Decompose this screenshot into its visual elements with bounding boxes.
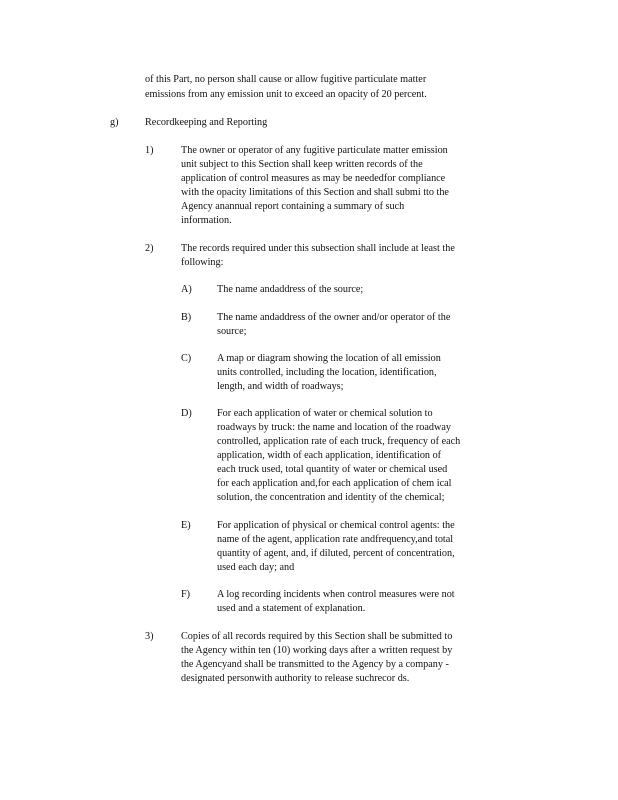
item-3-label: 3)	[145, 631, 154, 642]
item-2-line-1: The records required under this subsection shall include at least the	[181, 243, 455, 254]
section-g-label: g)	[110, 117, 119, 128]
item-1-line-3: application of control measures as may be neededfor compliance	[181, 173, 446, 184]
sub-e-line-3: quantity of agent, and, if diluted, percent of concentration,	[217, 548, 455, 559]
intro-line-1: of this Part, no person shall cause or allow fugitive particulate matter	[145, 74, 427, 85]
item-2-label: 2)	[145, 243, 154, 254]
sub-d-line-3: controlled, application rate of each truck, frequency of each	[217, 436, 461, 447]
item-1-line-5: Agency anannual report containing a summary of such	[181, 201, 405, 212]
sub-d-line-6: for each application and,for each application of chem ical	[217, 478, 452, 489]
item-3-line-1: Copies of all records required by this Section shall be submitted to	[181, 631, 453, 642]
sub-a-label: A)	[181, 284, 192, 295]
sub-f-label: F)	[181, 589, 191, 600]
item-1-line-4: with the opacity limitations of this Section and shall submi tto the	[181, 187, 449, 198]
sub-c-line-1: A map or diagram showing the location of all emission	[217, 353, 441, 364]
item-3-line-3: the Agencyand shall be transmitted to the Agency by a company -	[181, 659, 449, 670]
sub-c-label: C)	[181, 353, 192, 364]
sub-e-line-2: name of the agent, application rate andfrequency,and total	[217, 534, 454, 545]
item-3-line-4: designated personwith authority to release suchrecor ds.	[181, 673, 410, 684]
sub-c-line-3: length, and width of roadways;	[217, 381, 344, 392]
sub-d-line-2: roadways by truck: the name and location of the roadway	[217, 422, 451, 433]
sub-d-line-7: solution, the concentration and identity of the chemical;	[217, 492, 445, 503]
sub-a-line-1: The name andaddress of the source;	[217, 284, 364, 295]
sub-b-label: B)	[181, 312, 192, 323]
sub-f-line-2: used and a statement of explanation.	[217, 603, 366, 614]
item-2-line-2: following:	[181, 257, 224, 268]
sub-d-line-1: For each application of water or chemical solution to	[217, 408, 433, 419]
item-1-line-6: information.	[181, 215, 232, 226]
item-1-line-1: The owner or operator of any fugitive particulate matter emission	[181, 145, 448, 156]
sub-e-line-4: used each day; and	[217, 562, 295, 573]
section-g-title: Recordkeeping and Reporting	[145, 117, 268, 128]
sub-c-line-2: units controlled, including the location, identification,	[217, 367, 437, 378]
item-1-line-2: unit subject to this Section shall keep written records of the	[181, 159, 423, 170]
sub-f-line-1: A log recording incidents when control measures were not	[217, 589, 455, 600]
item-3-line-2: the Agency within ten (10) working days after a written request by	[181, 645, 453, 656]
sub-b-line-2: source;	[217, 326, 247, 337]
sub-d-line-5: each truck used, total quantity of water or chemical used	[217, 464, 448, 475]
item-1-label: 1)	[145, 145, 154, 156]
sub-e-label: E)	[181, 520, 191, 531]
intro-line-2: emissions from any emission unit to exceed an opacity of 20 percent.	[145, 89, 427, 100]
sub-d-line-4: application, width of each application, identification of	[217, 450, 442, 461]
sub-e-line-1: For application of physical or chemical control agents: the	[217, 520, 455, 531]
sub-b-line-1: The name andaddress of the owner and/or operator of the	[217, 312, 451, 323]
sub-d-label: D)	[181, 408, 192, 419]
